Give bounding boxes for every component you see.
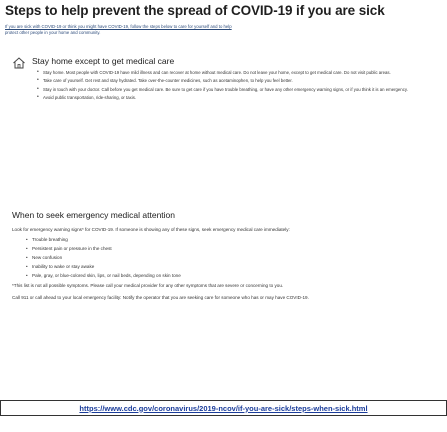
emergency-section <box>12 210 437 301</box>
emergency-signs-list <box>26 237 437 279</box>
call-911-note: Call 911 or call ahead to your local emergency facility: Notify the operator that you are seeking care for someone who has or may have COVID-19. <box>12 295 309 300</box>
list-item: • Inability to wake or stay awake <box>26 264 437 270</box>
stay-home-list <box>37 70 437 104</box>
emergency-heading: When to seek emergency medical attention <box>12 210 176 220</box>
page-title: Steps to help prevent the spread of COVID-19 if you are sick <box>5 3 385 18</box>
list-item: • Trouble breathing <box>26 237 437 243</box>
intro-paragraph <box>5 24 442 36</box>
symptoms-note: *This list is not all possible symptoms. Please call your medical provider for any other symptoms that are severe or concerning to you. <box>12 283 284 288</box>
intro-line-1: If you are sick with COVID-19 or think you might have COVID-19, follow the steps below to care for yourself and to help <box>5 24 232 29</box>
intro-line-2: protect other people in your home and community. <box>5 30 101 35</box>
source-url-link[interactable]: https://www.cdc.gov/coronavirus/2019-ncov/if-you-are-sick/steps-when-sick.html <box>79 403 368 413</box>
emergency-intro: Look for emergency warning signs* for COVID-19. If someone is showing any of these signs, seek emergency medical care immediately: <box>12 227 290 232</box>
list-item: • Stay home. Most people with COVID-19 have mild illness and can recover at home without medical care. Do not leave your home, except to get medical care. Do not visit public areas. <box>37 70 437 75</box>
list-item: • Avoid public transportation, ride-sharing, or taxis. <box>37 95 437 100</box>
list-item: • Pale, gray, or blue-colored skin, lips, or nail beds, depending on skin tone <box>26 273 437 279</box>
list-item: • Persistent pain or pressure in the chest <box>26 246 437 252</box>
house-icon <box>12 56 26 70</box>
list-item: • Stay in touch with your doctor. Call before you get medical care. Be sure to get care if you have trouble breathing, or have any other emergency warning signs, or if you think it is an emergency. <box>37 87 437 92</box>
list-item: • New confusion <box>26 255 437 261</box>
stay-home-heading: Stay home except to get medical care <box>32 56 175 66</box>
list-item: • Take care of yourself. Get rest and stay hydrated. Take over-the-counter medicines, such as acetaminophen, to help you feel better. <box>37 78 437 83</box>
source-url-bar <box>0 400 447 416</box>
